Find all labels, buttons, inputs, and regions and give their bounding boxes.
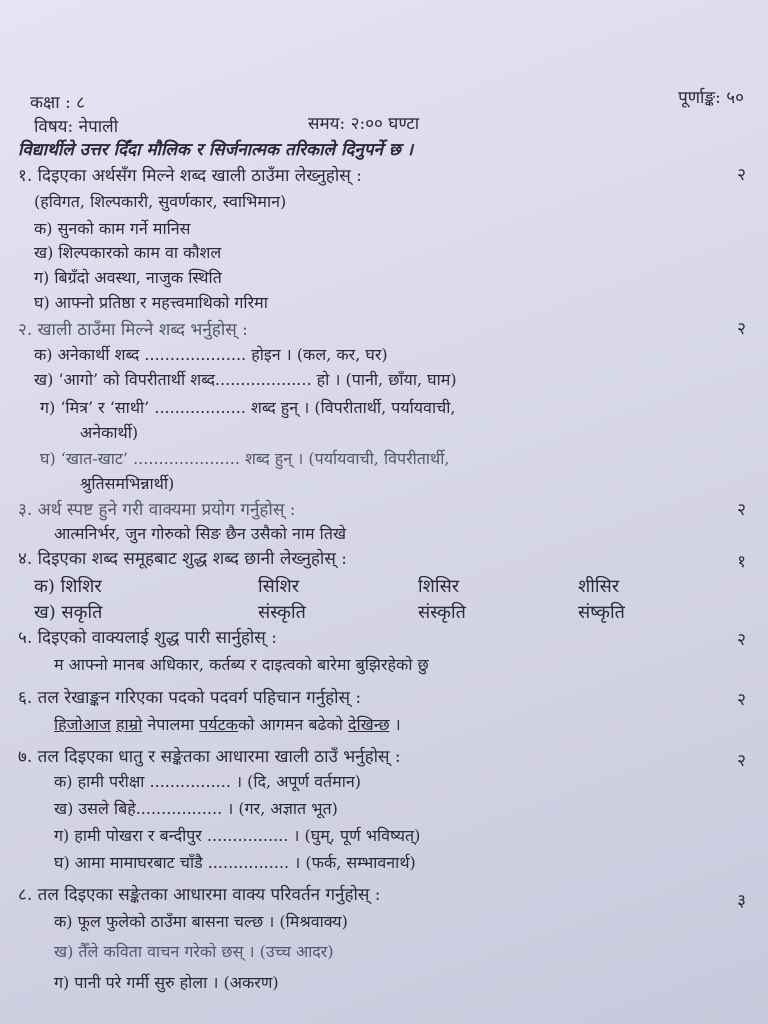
q4-option: संस्कृति [418, 602, 466, 623]
full-marks: पूर्णाङ्क: ५० [678, 88, 744, 108]
q8-marks: ३ [737, 891, 746, 911]
q2-item: ग) ‘मित्र’ र ‘साथी’ .................. शब्द हुन् । (विपरीतार्थी, पर्यायवाची, [40, 398, 456, 417]
q2-item: क) अनेकार्थी शब्द .................... होइन । (कल, कर, घर) [34, 345, 388, 364]
class-label: कक्षा : ८ [30, 93, 86, 113]
q3-line: आत्मनिर्भर, जुन गोरुको सिङ छैन उसैको नाम तिखे [54, 524, 347, 543]
subject-label: विषय: नेपाली [34, 117, 119, 137]
q6-title: ६. तल रेखाङ्कन गरिएका पदको पदवर्ग पहिचान गर्नुहोस् : [18, 688, 362, 708]
q6-underlined-word: हाम्रो [115, 715, 143, 734]
q6-sentence [54, 715, 401, 735]
q2-item-cont: अनेकार्थी) [80, 423, 139, 442]
q2-item: ख) ‘आगो’ को विपरीतार्थी शब्द................... हो । (पानी, छाँया, घाम) [34, 370, 457, 389]
q1-options: (हविगत, शिल्पकारी, सुवर्णकार, स्वाभिमान) [34, 192, 287, 211]
q6-underlined-word: देखिन्छ [348, 715, 390, 734]
q6-underlined-word: पर्यटक [199, 715, 238, 734]
q4-option: शीसिर [578, 576, 620, 597]
q1-item: घ) आफ्नो प्रतिष्ठा र महत्त्वमाथिको गरिमा [34, 293, 268, 312]
q4-option: ख) सकृति [34, 602, 103, 623]
q3-title: ३. अर्थ स्पष्ट हुने गरी वाक्यमा प्रयोग गर्नुहोस् : [18, 500, 296, 520]
q8-item: ग) पानी परे गर्मी सुरु होला । (अकरण) [54, 973, 279, 992]
q4-option: सिशिर [258, 576, 300, 597]
q5-title: ५. दिइएको वाक्यलाई शुद्ध पारी सार्नुहोस् : [18, 628, 277, 648]
q3-marks: २ [737, 500, 746, 520]
q1-item: ग) बिग्रँदो अवस्था, नाजुक स्थिति [34, 268, 222, 287]
q7-item: ग) हामी पोखरा र बन्दीपुर ................ । (घुम्, पूर्ण भविष्यत्) [54, 826, 421, 845]
q1-title: १. दिइएका अर्थसँग मिल्ने शब्द खाली ठाउँमा लेख्नुहोस् : [18, 166, 362, 186]
q4-option: संष्कृति [578, 602, 625, 623]
q2-marks: २ [737, 319, 746, 339]
q8-title: ८. तल दिइएका सङ्केतका आधारमा वाक्य परिवर्तन गर्नुहोस् : [18, 885, 381, 905]
q7-item: ख) उसले बिहे................. । (गर, अज्ञात भूत) [54, 799, 338, 818]
q7-marks: २ [737, 751, 746, 771]
q4-option: शिसिर [418, 576, 460, 597]
q5-line: म आफ्नो मानब अधिकार, कर्तब्य र दाइत्वको बारेमा बुझिरहेको छु [54, 655, 429, 674]
q4-option: क) शिशिर [34, 576, 102, 597]
q5-marks: २ [737, 630, 746, 650]
q8-item: क) फूल फुलेको ठाउँमा बासना चल्छ । (मिश्रवाक्य) [54, 912, 348, 931]
q6-text: नेपालमा [142, 715, 200, 734]
q2-item: घ) ‘खात-खाट’ ..................... शब्द हुन् । (पर्यायवाची, विपरीतार्थी, [40, 449, 450, 468]
q1-item: क) सुनको काम गर्ने मानिस [34, 219, 191, 238]
q4-title: ४. दिइएका शब्द समूहबाट शुद्ध शब्द छानी लेख्नुहोस् : [18, 549, 347, 569]
q1-marks: २ [737, 165, 746, 185]
q7-item: क) हामी परीक्षा ................ । (दि, अपूर्ण वर्तमान) [54, 772, 362, 791]
q4-marks: १ [737, 552, 746, 572]
q7-item: घ) आमा मामाघरबाट चाँडै ................ । (फर्क, सम्भावनार्थ) [54, 853, 416, 872]
time-label: समय: २:०० घण्टा [308, 114, 420, 134]
q2-title: २. खाली ठाउँमा मिल्ने शब्द भर्नुहोस् : [18, 320, 248, 340]
q6-text: को आगमन बढेको [237, 715, 349, 734]
instruction: विद्यार्थीले उत्तर दिँदा मौलिक र सिर्जनात्मक तरिकाले दिनुपर्ने छ । [18, 140, 414, 160]
q2-item-cont: श्रुतिसमभिन्नार्थी) [80, 474, 175, 493]
q6-underlined-word: हिजोआज [54, 715, 111, 734]
q7-title: ७. तल दिइएका धातु र सङ्केतका आधारमा खाली ठाउँ भर्नुहोस् : [18, 747, 401, 767]
q1-item: ख) शिल्पकारको काम वा कौशल [34, 243, 222, 262]
q8-item: ख) तैँले कविता वाचन गरेको छस् । (उच्च आदर) [54, 942, 334, 961]
q4-option: संस्कृति [258, 602, 306, 623]
q6-marks: २ [737, 690, 746, 710]
q6-text: । [389, 715, 401, 734]
